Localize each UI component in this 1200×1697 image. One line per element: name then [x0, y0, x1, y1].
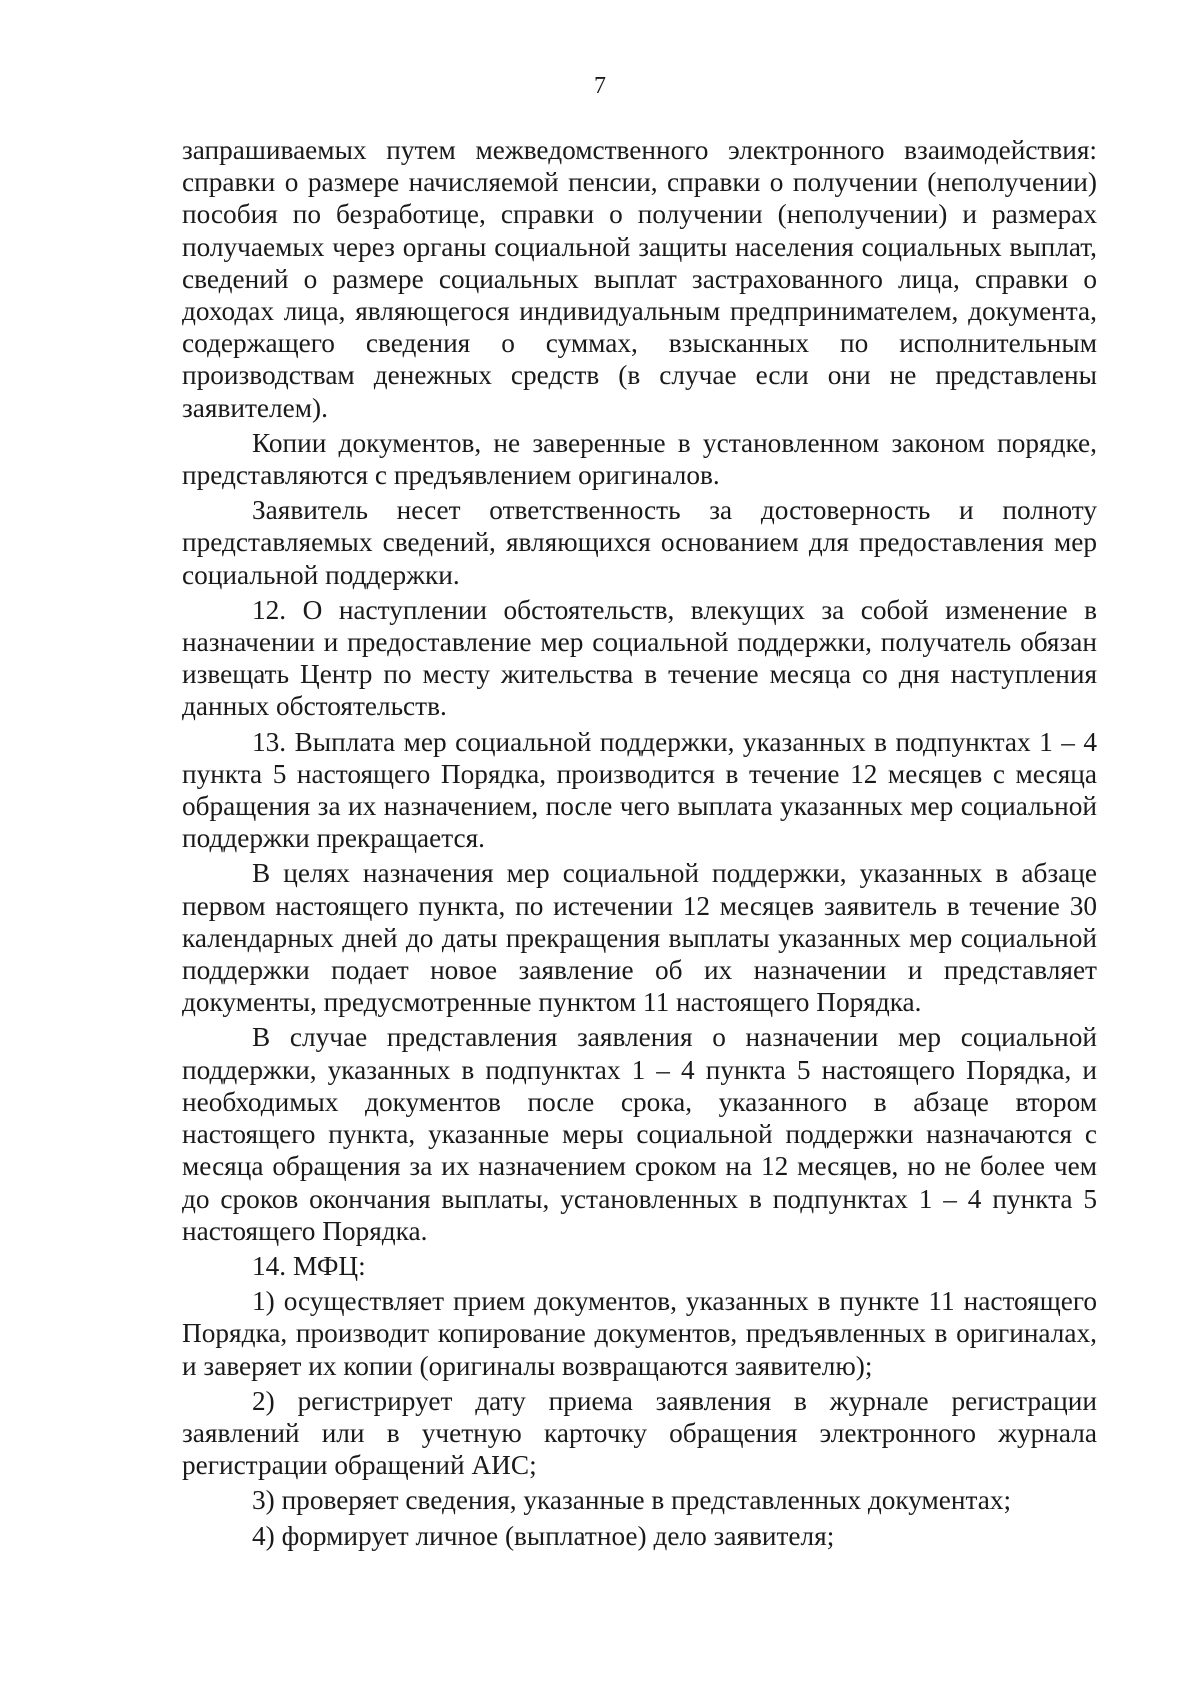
paragraph-item-12: 12. О наступлении обстоятельств, влекущих за собой изменение в назначении и предоставление мер социальной поддержки, получатель обязан извещать Центр по месту жительства в течение месяца со дня наступления данных обстоятельств.: [182, 594, 1097, 722]
page-number: 7: [594, 73, 606, 99]
list-item-14-2: 2) регистрирует дату приема заявления в журнале регистрации заявлений или в учетную карточку обращения электронного журнала регистрации обращений АИС;: [182, 1385, 1097, 1481]
paragraph-responsibility: Заявитель несет ответственность за достоверность и полноту представляемых сведений, являющихся основанием для предоставления мер социальной поддержки.: [182, 495, 1097, 590]
paragraph-item-13: 13. Выплата мер социальной поддержки, указанных в подпунктах 1 – 4 пункта 5 настоящего Порядка, производится в течение 12 месяцев с месяца обращения за их назначением, после чего выплата указанных мер социальной поддержки прекращается.: [182, 726, 1097, 854]
paragraph-item-14-heading: 14. МФЦ:: [252, 1250, 366, 1281]
paragraph-item-13-late: В случае представления заявления о назначении мер социальной поддержки, указанных в подпунктах 1 – 4 пункта 5 настоящего Порядка, и необходимых документов после срока, указанного в абзаце втором настоящего пункта, указанные меры социальной поддержки назначаются с месяца обращения за их назначением сроком на 12 месяцев, но не более чем до сроков окончания выплаты, установленных в подпунктах 1 – 4 пункта 5 настоящего Порядка.: [182, 1022, 1097, 1246]
document-body: [182, 134, 1097, 1552]
paragraph-item-13-renewal: В целях назначения мер социальной поддержки, указанных в абзаце первом настоящего пункта, по истечении 12 месяцев заявитель в течение 30 календарных дней до даты прекращения выплаты указанных мер социальной поддержки подает новое заявление об их назначении и представляет документы, предусмотренные пунктом 11 настоящего Порядка.: [182, 858, 1097, 1018]
list-item-14-4: 4) формирует личное (выплатное) дело заявителя;: [252, 1520, 835, 1551]
paragraph-copies: Копии документов, не заверенные в установленном законом порядке, представляются с предъявлением оригиналов.: [182, 427, 1097, 491]
list-item-14-1: 1) осуществляет прием документов, указанных в пункте 11 настоящего Порядка, производит копирование документов, предъявленных в оригиналах, и заверяет их копии (оригиналы возвращаются заявителю);: [182, 1286, 1097, 1381]
list-item-14-3: 3) проверяет сведения, указанные в представленных документах;: [252, 1485, 1012, 1516]
paragraph-continuation: запрашиваемых путем межведомственного электронного взаимодействия: справки о размере начисляемой пенсии, справки о получении (неполучении) пособия по безработице, справки о получении (неполучении) и размерах получаемых через органы социальной защиты населения социальных выплат, сведений о размере социальных выплат застрахованного лица, справки о доходах лица, являющегося индивидуальным предпринимателем, документа, содержащего сведения о суммах, взысканных по исполнительным производствам денежных средств (в случае если они не представлены заявителем).: [182, 135, 1097, 423]
